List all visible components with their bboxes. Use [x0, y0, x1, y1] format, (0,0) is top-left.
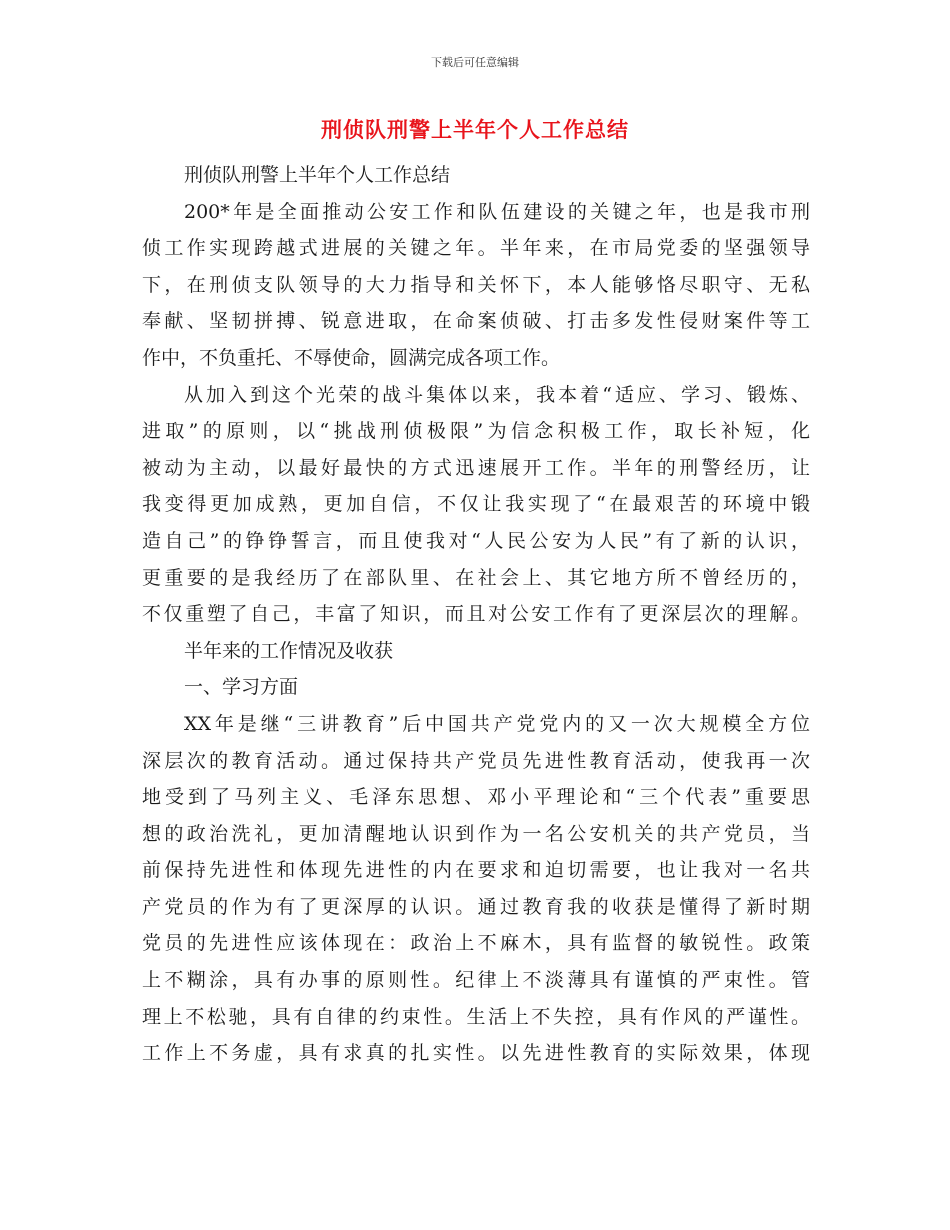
- text-line: 200*年是全面推动公安工作和队伍建设的关键之年，也是我市刑: [184, 200, 810, 223]
- text-line: 奉献、坚韧拼搏、锐意进取，在命案侦破、打击多发性侵财案件等工: [142, 310, 810, 333]
- text-line: 上不糊涂，具有办事的原则性。纪律上不淡薄具有谨慎的严束性。管: [142, 969, 810, 992]
- text-line: 理上不松驰，具有自律的约束性。生活上不失控，具有作风的严谨性。: [142, 1005, 810, 1028]
- text-line: 作中，不负重托、不辱使命，圆满完成各项工作。: [142, 346, 561, 369]
- header-note: 下载后可任意编辑: [431, 56, 519, 69]
- text-line: 造自己”的铮铮誓言，而且使我对“人民公安为人民”有了新的认识，: [142, 529, 810, 552]
- text-line: 工作上不务虚，具有求真的扎实性。以先进性教育的实际效果，体现: [142, 1042, 810, 1065]
- text-line: 更重要的是我经历了在部队里、在社会上、其它地方所不曾经历的，: [142, 566, 810, 589]
- text-line: 下，在刑侦支队领导的大力指导和关怀下，本人能够恪尽职守、无私: [142, 273, 810, 296]
- text-line: 刑侦队刑警上半年个人工作总结: [184, 164, 451, 186]
- text-line: 侦工作实现跨越式进展的关键之年。半年来，在市局党委的坚强领导: [142, 237, 810, 260]
- text-line: 一、学习方面: [184, 676, 299, 699]
- text-line: 产党员的作为有了更深厚的认识。通过教育我的收获是懂得了新时期: [142, 895, 810, 918]
- text-line: 前保持先进性和体现先进性的内在要求和迫切需要，也让我对一名共: [142, 859, 810, 882]
- text-line: 半年来的工作情况及收获: [184, 639, 394, 662]
- text-line: 被动为主动，以最好最快的方式迅速展开工作。半年的刑警经历，让: [142, 456, 810, 479]
- document-title: 刑侦队刑警上半年个人工作总结: [321, 118, 629, 142]
- text-line: 进取”的原则，以“挑战刑侦极限”为信念积极工作，取长补短，化: [142, 420, 810, 443]
- text-line: 深层次的教育活动。通过保持共产党员先进性教育活动，使我再一次: [142, 749, 810, 772]
- text-line: 党员的先进性应该体现在：政治上不麻木，具有监督的敏锐性。政策: [142, 932, 810, 955]
- text-line: 不仅重塑了自己，丰富了知识，而且对公安工作有了更深层次的理解。: [142, 603, 810, 626]
- text-line: 从加入到这个光荣的战斗集体以来，我本着“适应、学习、锻炼、: [184, 383, 810, 406]
- text-line: 想的政治洗礼，更加清醒地认识到作为一名公安机关的共产党员，当: [142, 822, 810, 845]
- text-line: 地受到了马列主义、毛泽东思想、邓小平理论和“三个代表”重要思: [142, 786, 810, 809]
- document-body: [142, 157, 810, 1072]
- text-line: XX年是继“三讲教育”后中国共产党党内的又一次大规模全方位: [184, 712, 810, 735]
- text-line: 我变得更加成熟，更加自信，不仅让我实现了“在最艰苦的环境中锻: [142, 493, 810, 516]
